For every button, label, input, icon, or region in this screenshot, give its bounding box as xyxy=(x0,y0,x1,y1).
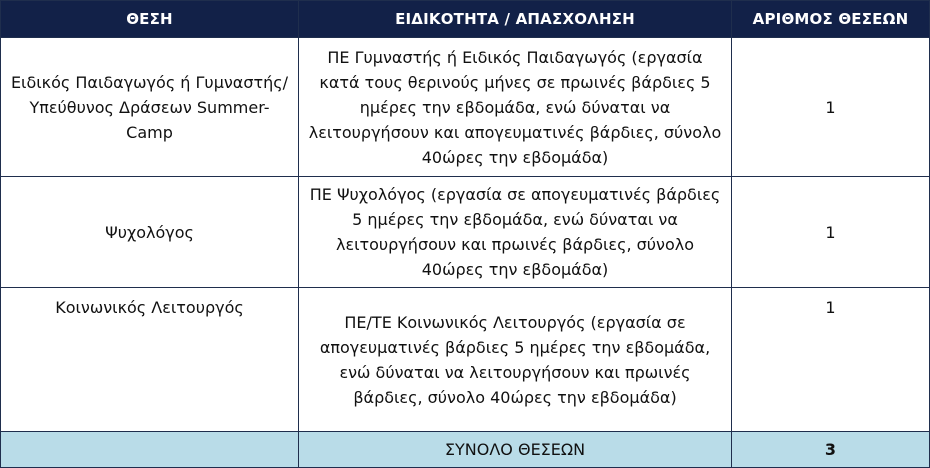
table-row xyxy=(1,38,930,177)
position-cell: Ψυχολόγος xyxy=(1,177,299,288)
specialty-cell: ΠΕ/ΤΕ Κοινωνικός Λειτουργός (εργασία σε απογευματινές βάρδιες 5 ημέρες την εβδομάδα, ενώ δύναται να λειτουργήσουν και πρωινές βάρδιες, σύνολο 40ώρες την εβδομάδα) xyxy=(299,288,732,432)
count-cell: 1 xyxy=(732,38,930,177)
specialty-cell: ΠΕ Ψυχολόγος (εργασία σε απογευματινές βάρδιες 5 ημέρες την εβδομάδα, ενώ δύναται να λειτουργήσουν και πρωινές βάρδιες, σύνολο 40ώρες την εβδομάδα) xyxy=(299,177,732,288)
table-row xyxy=(1,177,930,288)
count-cell: 1 xyxy=(732,288,930,432)
header-row xyxy=(1,1,930,38)
count-cell: 1 xyxy=(732,177,930,288)
total-row xyxy=(1,432,930,468)
total-count: 3 xyxy=(732,432,930,468)
header-specialty: ΕΙΔΙΚΟΤΗΤΑ / ΑΠΑΣΧΟΛΗΣΗ xyxy=(299,1,732,38)
total-label: ΣΥΝΟΛΟ ΘΕΣΕΩΝ xyxy=(299,432,732,468)
position-cell: Ειδικός Παιδαγωγός ή Γυμναστής/Υπεύθυνος Δράσεων Summer-Camp xyxy=(1,38,299,177)
total-empty-cell xyxy=(1,432,299,468)
specialty-cell: ΠΕ Γυμναστής ή Ειδικός Παιδαγωγός (εργασία κατά τους θερινούς μήνες σε πρωινές βάρδιες 5 ημέρες την εβδομάδα, ενώ δύναται να λειτουργήσουν και απογευματινές βάρδιες, σύνολο 40ώρες την εβδομάδα) xyxy=(299,38,732,177)
header-count: ΑΡΙΘΜΟΣ ΘΕΣΕΩΝ xyxy=(732,1,930,38)
header-position: ΘΕΣΗ xyxy=(1,1,299,38)
position-cell: Κοινωνικός Λειτουργός xyxy=(1,288,299,432)
table-row xyxy=(1,288,930,432)
